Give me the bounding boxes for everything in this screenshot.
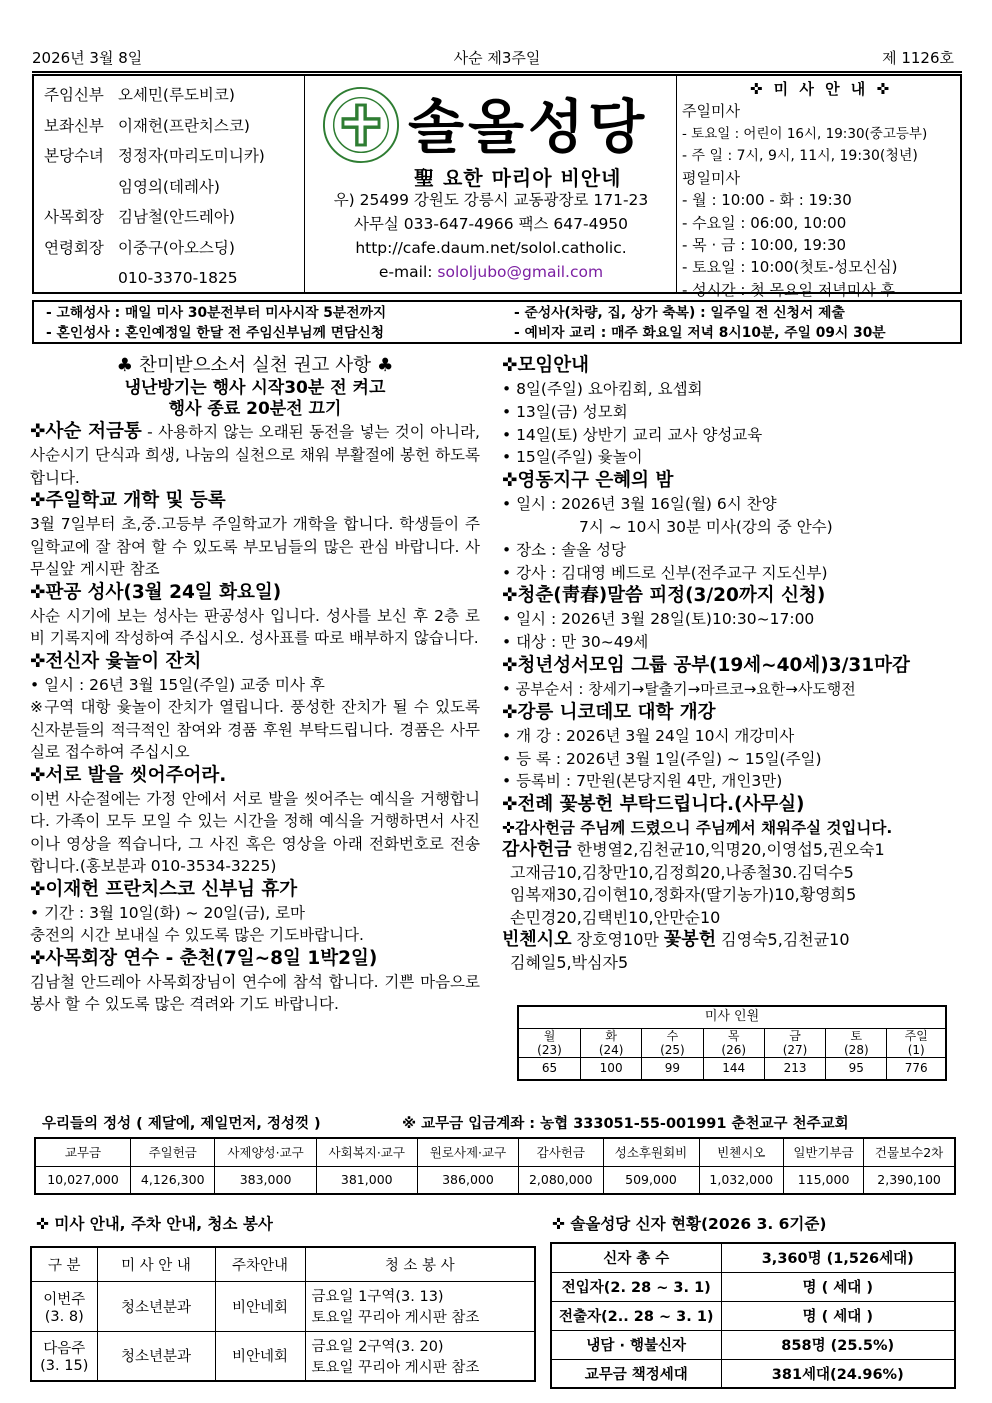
bible-group-heading: ✜청년성서모임 그룹 공부(19세~40세)3/31마감 (502, 654, 910, 676)
list-item: 임복재30,김이현10,정화자(딸기농가)10,황영희5 (510, 885, 857, 905)
table-row: 10,027,000 4,126,300 383,000 381,000 386,000 2,080,000 509,000 1,032,000 115,000 2,390,100 (35, 1166, 955, 1194)
staff-row: 010-3370-1825 (118, 269, 238, 287)
mass-sun: - 주 일 : 7시, 9시, 11시, 19:30(청년) (682, 147, 918, 164)
training-text: 김남철 안드레아 사목회장님이 연수에 참석 합니다. 기쁜 마음으로 봉사 할 수 있도록 많은 격려와 기도 바랍니다. (30, 972, 480, 1013)
cafe-url[interactable]: http://cafe.daum.net/solol.catholic. (355, 239, 627, 257)
table-row: 냉담 · 행불신자 858명 (25.5%) (551, 1330, 955, 1359)
list-item: • 강사 : 김대영 베드로 신부(전주교구 지도신부) (502, 563, 828, 582)
mass-sat: - 토요일 : 어린이 16시, 19:30(중고등부) (682, 125, 928, 142)
youth-retreat-heading: ✜청춘(靑春)말씀 피정(3/20까지 신청) (502, 585, 826, 607)
stats-table (550, 1242, 956, 1389)
offering-table (34, 1137, 956, 1195)
catechumen-notice: - 예비자 교리 : 매주 화요일 저녁 8시10분, 주일 09시 30분 (514, 325, 886, 341)
lent-coinbox-item: ✜사순 저금통 - 사용하지 않는 오래된 동전을 넣는 것이 아니라, 사순시기 단식과 희생, 나눔의 실천으로 채워 부활절에 봉헌 하도록 합니다. (30, 421, 480, 487)
confession-text: 사순 시기에 보는 성사는 판공성사 입니다. 성사를 보신 후 2층 로비 기록지에 작성하여 주십시오. 성사표를 따로 배부하지 않습니다. (30, 606, 480, 647)
issue-number: 제 1126호 (882, 49, 954, 67)
masthead-bar (32, 47, 962, 71)
confession-heading: ✜판공 성사(3월 24일 화요일) (30, 581, 282, 603)
church-logo-icon (322, 86, 400, 164)
sacrament-notices (32, 300, 962, 344)
attendance-title: 미사 인원 (518, 1006, 946, 1028)
divider (304, 76, 305, 292)
table-row: 전출자(2.. 28 ~ 3. 1) 명 ( 세대 ) (551, 1301, 955, 1330)
list-item: • 공부순서 : 창세기→탈출기→마르코→요한→사도행전 (502, 679, 856, 698)
sunday-school-text: 3월 7일부터 초,중.고등부 주일학교가 개학을 합니다. 학생들이 주일학교에 잘 참여 할 수 있도록 부모님들의 많은 관심 바랍니다. 사무실앞 게시판 참조 (30, 515, 480, 578)
list-item: • 14일(토) 상반기 교리 교사 양성교육 (502, 425, 763, 444)
weekday-mass-heading: 평일미사 (682, 169, 740, 188)
staff-row: 사목회장 김남철(안드레아) (44, 208, 235, 226)
grace-night-heading: ✜영동지구 은혜의 밤 (502, 470, 674, 492)
table-row: 이번주 (3. 8) 청소년분과 비안네회 금요일 1구역(3. 13) 토요일 꾸리아 게시판 참조 (31, 1281, 535, 1331)
vacation-heading: ✜이재헌 프란치스코 신부님 휴가 (30, 878, 298, 900)
list-item: • 대상 : 만 30~49세 (502, 633, 649, 652)
staff-list (44, 80, 265, 294)
list-item: • 일시 : 2026년 3월 28일(토)10:30~17:00 (502, 610, 815, 629)
list-item: 빈첸시오 장호영10만 꽃봉헌 김영숙5,김천균10 (502, 929, 850, 951)
divider (676, 76, 677, 292)
yut-date: • 일시 : 26년 3월 15일(주일) 교중 미사 후 (30, 675, 325, 694)
account-info: ※ 교무금 입금계좌 : 농협 333051-55-001991 춘천교구 천주교회 (402, 1116, 849, 1132)
left-column (30, 354, 480, 1016)
list-item: • 13일(금) 성모회 (502, 402, 628, 421)
yut-text: ※구역 대항 윷놀이 잔치가 열립니다. 풍성한 잔치가 될 수 있도록 신자분들의 적극적인 참여와 경품 후원 부탁드립니다. 경품은 사무실로 접수하여 주십시오 (30, 698, 480, 761)
sunday-school-heading: ✜주일학교 개학 및 등록 (30, 490, 226, 511)
bulletin-date: 2026년 3월 8일 (32, 49, 143, 67)
list-item: • 등록비 : 7만원(본당지원 4만, 개인3만) (502, 772, 783, 791)
staff-row: 연령회장 이중구(아오스딩) (44, 238, 235, 257)
confession-notice: - 고해성사 : 매일 미사 30분전부터 미사시작 5분전까지 (46, 305, 387, 321)
flower-offering-heading: ✜전례 꽃봉헌 부탁드립니다.(사무실) (502, 794, 805, 816)
list-item: 7시 ~ 10시 30분 미사(강의 중 안수) (579, 517, 833, 536)
list-item: • 일시 : 2026년 3월 16일(월) 6시 찬양 (502, 495, 777, 514)
holy-hour: - 성시간 : 첫 목요일 저녁미사 후 (682, 280, 895, 299)
phone-fax: 사무실 033-647-4966 팩스 647-4950 (353, 215, 629, 233)
yut-heading: ✜전신자 윷놀이 잔치 (30, 650, 202, 672)
email-line: e-mail: sololjubo@gmail.com (378, 263, 604, 281)
duty-title: ✜ 미사 안내, 주차 안내, 청소 봉사 (36, 1215, 273, 1233)
nicodemus-heading: ✜강릉 니코데모 대학 개강 (502, 701, 716, 723)
staff-row: 본당수녀 정정자(마리도미니카) (44, 147, 265, 165)
right-column (502, 354, 958, 974)
list-item: 고재금10,김창만10,김정희20,나종철30.김덕수5 (510, 862, 854, 882)
duty-table (30, 1246, 536, 1382)
masthead-rule (32, 71, 962, 73)
stats-title: ✜ 솔올성당 신자 현황(2026 3. 6기준) (552, 1215, 827, 1233)
vacation-text: 충전의 시간 보내실 수 있도록 많은 기도바랍니다. (30, 926, 364, 944)
laudato-heading: ♣ 찬미받으소서 실천 권고 사항 ♣ (116, 355, 394, 376)
list-item: • 15일(주일) 윷놀이 (502, 448, 643, 467)
offering-title: 우리들의 정성 ( 제달에, 제일먼저, 정성껏 ) (42, 1116, 321, 1132)
laudato-line2: 행사 종료 20분전 끄기 (168, 399, 342, 419)
thanks-list (502, 839, 958, 974)
email-link[interactable]: sololjubo@gmail.com (437, 263, 604, 281)
mass-schedule-title: ✜ 미 사 안 내 ✜ (749, 80, 893, 98)
table-row: 구 분 미 사 안 내 주차안내 청 소 봉 사 (31, 1247, 535, 1281)
thanks-offering-heading: ✜감사헌금 주님께 드렸으니 주님께서 채워주실 것입니다. (502, 819, 893, 838)
table-row: 신자 총 수 3,360명 (1,526세대) (551, 1243, 955, 1272)
list-item: 김혜일5,박심자5 (510, 952, 629, 972)
list-item: • 8일(주일) 요아킴회, 요셉회 (502, 380, 703, 398)
church-name: 솔올성당 (408, 93, 649, 161)
vacation-date: • 기간 : 3월 10일(화) ~ 20일(금), 로마 (30, 903, 306, 922)
staff-row: 임영의(데레사) (118, 177, 220, 196)
staff-row: 보좌신부 이재헌(프란치스코) (44, 116, 250, 135)
list-item: 손민경20,김택빈10,안만순10 (510, 907, 721, 927)
footwashing-text: 이번 사순절에는 가정 안에서 서로 발을 씻어주는 예식을 거행합니다. 가족이 모두 모일 수 있는 시간을 정해 예식을 거행하면서 사진이나 영상을 찍습니다, 그 사진 혹은 영상을 아래 전화번호로 전송합니다.(홍보분과 010-3534-3225) (30, 789, 480, 875)
church-patron: 聖 요한 마리아 비안네 (414, 166, 622, 190)
sunday-mass-heading: 주일미사 (682, 102, 740, 121)
blessing-notice: - 준성사(차량, 집, 상가 축복) : 일주일 전 신청서 제출 (514, 305, 845, 321)
footwashing-heading: ✜서로 발을 씻어주어라. (30, 764, 227, 786)
list-item: • 장소 : 솔올 성당 (502, 540, 626, 559)
mass-schedule (682, 78, 960, 301)
table-row: 교무금 책정세대 381세대(24.96%) (551, 1359, 955, 1388)
header-box (32, 74, 962, 299)
laudato-line1: 냉난방기는 행사 시작30분 전 켜고 (124, 378, 386, 398)
table-row: 65 100 99 144 213 95 776 (518, 1057, 946, 1080)
staff-row: 주임신부 오세민(루도비코) (44, 86, 235, 104)
list-item: • 등 록 : 2026년 3월 1일(주일) ~ 15일(주일) (502, 749, 822, 768)
liturgical-season: 사순 제3주일 (453, 49, 541, 67)
attendance-table (517, 1005, 947, 1081)
meetings-heading: ✜모임안내 (502, 355, 589, 376)
mass-sat-weekday: - 토요일 : 10:00(첫토-성모신심) (682, 258, 898, 277)
list-item: • 개 강 : 2026년 3월 24일 10시 개강미사 (502, 726, 795, 745)
table-row: 다음주 (3. 15) 청소년분과 비안네회 금요일 2구역(3. 20) 토요일 꾸리아 게시판 참조 (31, 1331, 535, 1381)
training-heading: ✜사목회장 연수 - 춘천(7일~8일 1박2일) (30, 947, 378, 969)
table-row: 전입자(2. 28 ~ 3. 1) 명 ( 세대 ) (551, 1272, 955, 1301)
lent-coinbox-heading: ✜사순 저금통 (30, 421, 142, 442)
list-item: 감사헌금 한병열2,김천균10,익명20,이영섭5,권오숙1 (502, 839, 885, 861)
mass-thu-fri: - 목 · 금 : 10:00, 19:30 (682, 236, 847, 255)
mass-wed: - 수요일 : 06:00, 10:00 (682, 213, 847, 232)
table-row: 월 (23) 화 (24) 수 (25) 목 (26) 금 (27) 토 (28) 주일 (1) (518, 1028, 946, 1057)
table-row: 교무금 주일헌금 사제양성·교구 사회복지·교구 원로사제·교구 감사헌금 성소후원회비 빈첸시오 일반기부금 건물보수2차 (35, 1138, 955, 1166)
mass-mon-tue: - 월 : 10:00 - 화 : 19:30 (682, 191, 852, 210)
marriage-notice: - 혼인성사 : 혼인예정일 한달 전 주임신부님께 면담신청 (46, 325, 385, 341)
address: 우) 25499 강원도 강릉시 교동광장로 171-23 (333, 191, 649, 209)
